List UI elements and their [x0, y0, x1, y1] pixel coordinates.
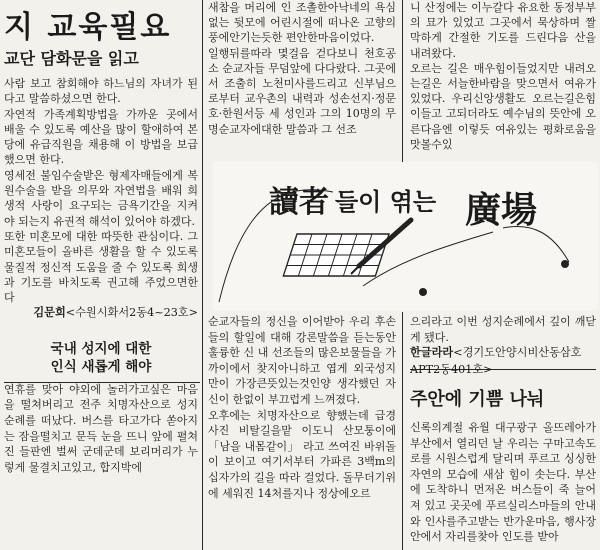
article-body: 순교자들의 정신을 이어받아 우리 후손들의 할일에 대해 강론말씀을 듣는동안 훌륭한 신 내 선조들의 많은보물들을 가까이에서 찾지아니하고 엽게 외국성지만이 가장큰뜻있는것인양 생각했던 자신이 한없이 부끄럽게 느껴졌다. 오후에는 치명자산으로 향했는데 급경사진 비탈길을맡 이도니 산모퉁이에 「남을 내몸같이」 라고 쓰여진 바위돌이 보이고 여기서부터 가파른 3백m의 십자가의 길을 따라 걸었다. 돌무더기위에 세워진 14처를지나 정상에오르 [208, 315, 396, 500]
byline-name: 한글라라 [410, 346, 454, 360]
letter-body: 연휴를 맞아 야외에 놀러가고싶은 마음을 떨쳐버리고 전주 치명자산으로 성지순례를 떠났다. 버스를 타고가다 쏟아지는 잠을떨치고 문득 눈을 뜨니 앞에 펼쳐진 들판엔 벌써 군데군데 보리머리가 누렇게 물결치고있고, 합지박에 [4, 382, 198, 474]
column-middle-lower [208, 314, 396, 550]
column-right [410, 0, 596, 162]
readers-corner-banner [213, 162, 598, 310]
subheadline: 교단 담화문을 읽고 [4, 49, 139, 68]
article-body: 사람 보고 참회해야 하느님의 자녀가 된다고 말씀하셨으면 한다. 자연적 가족계획방법을 가까운 곳에서 배울 수 있도록 예산을 많이 할애하여 본당에 유급직원을 채용해 이 방법을 보급했으면 한다. 영세전 불임수술받은 형제자매들에게 복원수술을 받을 의무와 자연법을 배워 희생적 사랑이 요구되는 금욕기간을 지켜야 되는지 유권적 해석이 있어야 하겠다. 또한 미혼모에 대한 따뜻한 관심이다. 그 미혼모들이 올바른 생활을 할 수 있도록 물질적 정신적 도움을 줄 수 있도록 희생과 기도를 바치도록 권고해 주었으면한다 [4, 77, 198, 305]
article-body: 니 산정에는 이누갈다 유요한 동정부부의 묘가 있었고 그곳에서 묵상하며 짤막하게 간절한 기도를 드린다음 산을 내려왔다. 오르는 길은 매우힘이들었지만 내려오는길은 서늘한바람을 맞으면서 여유가있었다. 우리신앙생활도 오르는길은힘이들고 고되더라도 예수님의 뜻안에 오른다음엔 이렇듯 여유있는 평화로움을 맛볼수있 [410, 1, 596, 151]
banner-title-korean: 들이 엮는 [335, 188, 437, 216]
decorative-line [503, 226, 569, 262]
letter-body: 신록의계절 유월 대구광구 올뜨레아가 부산에서 열리던 날 우리는 구마고속도로를 시원스럽게 달리며 푸르고 싱싱한 자연의 모습에 새삼 힘이 솟는다. 부산에 도착하니 먼저온 버스들이 죽 늘어져 있고 곳곳에 푸르실리스마들의 안내와 인사를주고받는 반가운마음, 행사장안에서 자리를찾아 인도를 받아 [410, 421, 596, 544]
article-body: 으리라고 이번 성지순례에서 깊이 깨닫게 됐다. [410, 315, 596, 344]
column-rule [402, 312, 403, 550]
letter-headline: 주안에 기쁨 나눠 [410, 389, 545, 410]
column-rule [402, 0, 403, 162]
ink-dot [419, 288, 427, 296]
byline-name: 김문희 [33, 306, 66, 320]
byline [410, 345, 596, 378]
banner-art [213, 162, 598, 310]
column-rule [202, 0, 203, 550]
letter-headline: 국내 성지에 대한 인식 새롭게 해야 [50, 340, 152, 375]
byline-address: <수원시화서2동4~23호> [65, 306, 198, 320]
banner-title-plaza: 廣場 [465, 189, 538, 231]
column-left [4, 0, 198, 550]
byline-address: <경기도안양시비산동삼호APT2동401호> [410, 346, 582, 376]
column-middle [208, 0, 396, 162]
headline: 지 교육필요 [4, 10, 172, 45]
column-right-lower [410, 314, 596, 550]
article-body: 새참을 머리에 인 조촐한아낙네의 욕심없는 뒷모에 어린시절에 떠나온 고향의풍에안기는듯한 편안한마음이었다. 일행뒤를따라 몇걸음 걷다보니 천호공소 순교자들 무덤앞에 다다랐다. 그곳에서 조출히 노천미사를드리고 신부님으로부터 교우촌의 내력과 성손선지·정문호·한원서등 세 성인과 그의 10명의 무명순교자에대한 말씀과 그 선조 [208, 1, 396, 136]
banner-title-hanja: 讀者 [269, 185, 329, 220]
ink-dot [561, 260, 569, 268]
byline [4, 305, 198, 321]
